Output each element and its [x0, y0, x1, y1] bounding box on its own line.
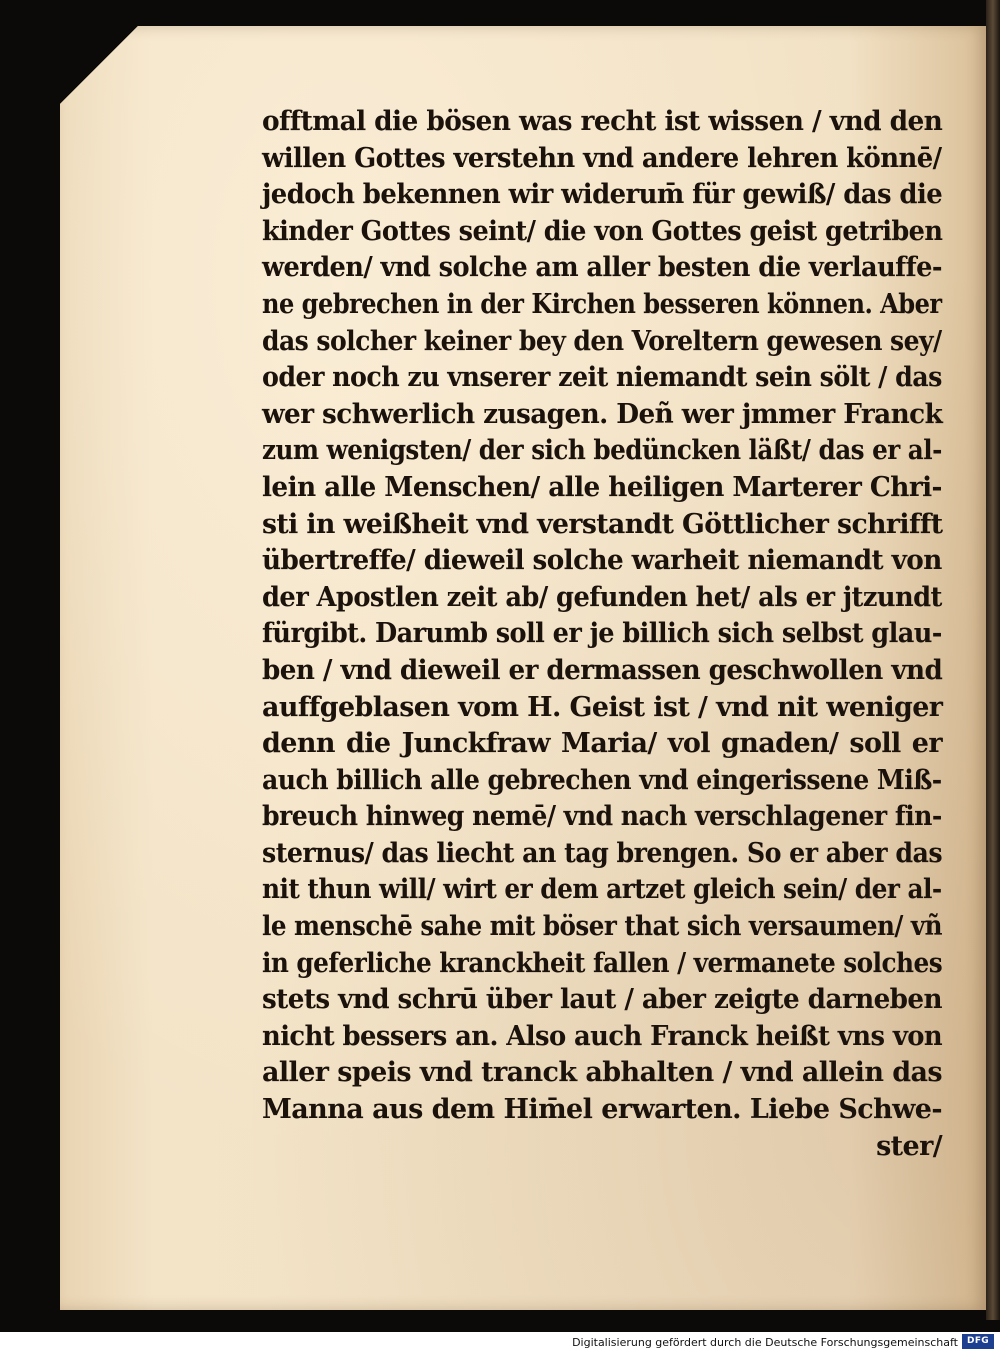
digitization-credit: Digitalisierung gefördert durch die Deutsche Forschungsgemeinschaft [572, 1336, 958, 1349]
text-line: ben / vnd dieweil er dermassen geschwollen vnd [262, 654, 943, 686]
text-line: fürgibt. Darumb soll er je billich sich selbst glau- [262, 618, 942, 650]
text-line: wer schwerlich zusagen. Deñ wer jmmer Franck [262, 398, 943, 430]
text-line: le menschē sahe mit böser that sich versaumen/ vñ [262, 911, 942, 943]
text-line: jedoch bekennen wir widerum̄ für gewiß/ das die [262, 179, 943, 211]
text-line: nicht bessers an. Also auch Franck heißt vns von [262, 1020, 943, 1052]
text-line: Manna aus dem Him̄el erwarten. Liebe Schwe- [262, 1094, 942, 1126]
dfg-logo-icon: DFG [962, 1334, 994, 1349]
text-line: stets vnd schrū über laut / aber zeigte darneben [262, 984, 943, 1016]
text-line: kinder Gottes seint/ die von Gottes geist getriben [262, 215, 943, 247]
text-line: oder noch zu vnserer zeit niemandt sein sölt / das [262, 362, 942, 394]
text-line: ne gebrechen in der Kirchen besseren können. Aber [262, 288, 942, 320]
book-spine-edge [986, 0, 1000, 1320]
text-line: auffgeblasen vom H. Geist ist / vnd nit weniger [262, 691, 943, 723]
text-line: nit thun will/ wirt er dem artzet gleich sein/ der al- [262, 874, 942, 906]
text-line: zum wenigsten/ der sich bedüncken läßt/ das er al- [262, 435, 942, 467]
text-line: lein alle Menschen/ alle heiligen Marterer Chri- [262, 471, 942, 503]
text-line: denn die Junckfraw Maria/ vol gnaden/ soll er [262, 728, 942, 760]
text-line: der Apostlen zeit ab/ gefunden het/ als er jtzundt [262, 581, 942, 613]
text-line: auch billich alle gebrechen vnd eingerissene Miß- [262, 764, 942, 796]
text-line: willen Gottes verstehn vnd andere lehren könnē/ [262, 142, 942, 174]
text-line: übertreffe/ dieweil solche warheit niemandt von [262, 545, 942, 577]
text-line: breuch hinweg nemē/ vnd nach verschlagener fin- [262, 801, 942, 833]
page-text-block [262, 104, 942, 1165]
text-line: das solcher keiner bey den Voreltern gewesen sey/ [262, 325, 942, 357]
text-line: ster/ [876, 1130, 942, 1162]
text-line: sternus/ das liecht an tag brengen. So er aber das [262, 837, 943, 869]
text-line: in geferliche kranckheit fallen / vermanete solches [262, 947, 943, 979]
text-line: aller speis vnd tranck abhalten / vnd allein das [262, 1057, 942, 1089]
text-line: offtmal die bösen was recht ist wissen / vnd den [262, 106, 943, 137]
text-line: sti in weißheit vnd verstandt Göttlicher schrifft [262, 508, 943, 540]
text-line: werden/ vnd solche am aller besten die verlauffe- [262, 252, 942, 284]
